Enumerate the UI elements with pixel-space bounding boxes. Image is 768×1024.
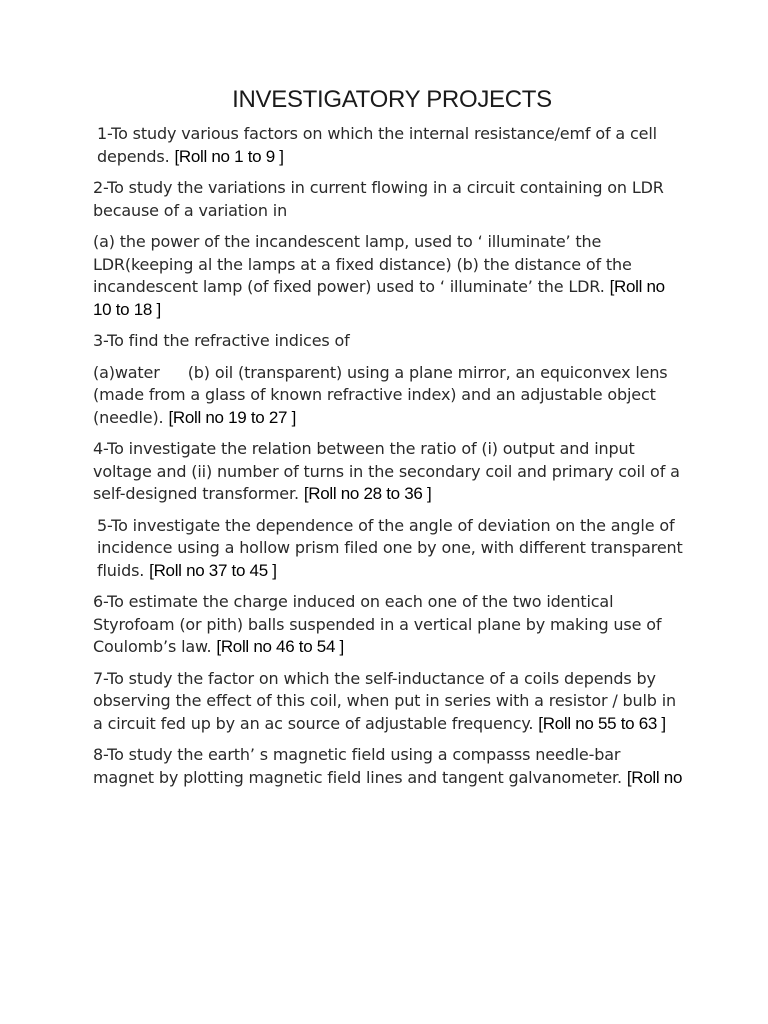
project-text: 8-To study the earth’ s magnetic field using a compasss needle-bar magnet by plotting magnetic field lines and tangent galvanometer. — [93, 745, 627, 787]
roll-range: [Roll no 19 to 27 ] — [168, 407, 296, 427]
roll-range: [Roll no 46 to 54 ] — [216, 637, 344, 656]
project-item-4 — [93, 438, 683, 506]
project-text: 5-To investigate the dependence of the angle of deviation on the angle of incidence using a hollow prism filed one by one, with different transparent fluids. — [97, 515, 683, 580]
roll-range: [Roll no 55 to 63 ] — [538, 713, 666, 733]
project-item-7 — [93, 668, 683, 736]
project-text: 2-To study the variations in current flowing in a circuit containing on LDR because of a variation in — [93, 178, 664, 220]
project-item-1 — [93, 123, 683, 168]
project-item-8 — [93, 744, 683, 789]
project-item-3-detail — [93, 362, 683, 430]
project-item-5 — [93, 515, 683, 583]
page-title: INVESTIGATORY PROJECTS — [232, 86, 552, 113]
document-page — [93, 86, 683, 798]
project-item-2 — [93, 177, 683, 222]
project-text: 4-To investigate the relation between the ratio of (i) output and input voltage and (ii) number of turns in the secondary coil and primary coil of a self-designed transformer. — [93, 439, 680, 503]
project-text: 6-To estimate the charge induced on each one of the two identical Styrofoam (or pith) balls suspended in a vertical plane by making use of Coulomb’s law. — [93, 592, 662, 656]
roll-range: [Roll no 1 to 9 ] — [174, 146, 284, 166]
project-text-b: (b) oil (transparent) using a plane mirror, an equiconvex lens (made from a glass of known refractive index) and an adjustable object (needle). — [93, 362, 668, 427]
project-text: 3-To find the refractive indices of — [93, 331, 350, 350]
roll-range: [Roll no 37 to 45 ] — [149, 560, 277, 580]
project-text: 1-To study various factors on which the internal resistance/emf of a cell depends. — [97, 124, 657, 166]
project-item-3 — [93, 330, 683, 353]
project-text: 7-To study the factor on which the self-inductance of a coils depends by observing the effect of this coil, when put in series with a resistor / bulb in a circuit fed up by an ac source of adjustable frequency. — [93, 668, 677, 733]
project-item-6 — [93, 591, 683, 659]
project-item-2-detail — [93, 231, 683, 321]
project-text-a: (a)water — [93, 362, 160, 382]
roll-range: [Roll no — [626, 767, 683, 787]
roll-range: [Roll no 10 to 18 ] — [93, 277, 665, 319]
roll-range: [Roll no 28 to 36 ] — [303, 484, 432, 503]
project-text: (a) the power of the incandescent lamp, used to ‘ illuminate’ the LDR(keeping al the lamps at a fixed distance) (b) the distance of the incandescent lamp (of fixed power) used to ‘ illuminate’ the LDR. — [93, 232, 632, 296]
